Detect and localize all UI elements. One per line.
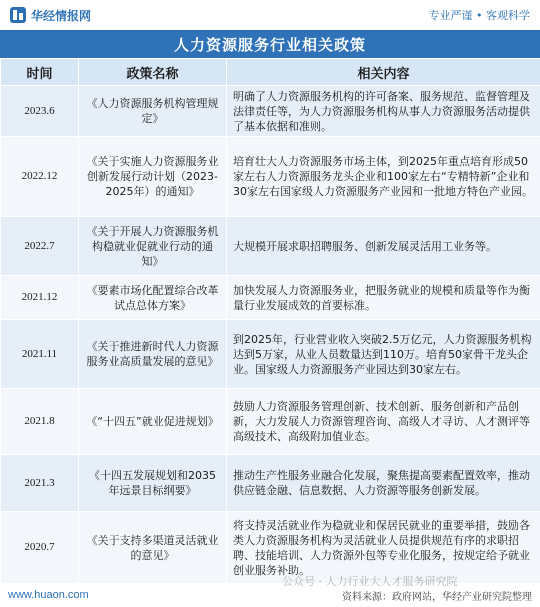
brand-name: 华经情报网	[31, 8, 92, 23]
table-row	[1, 320, 540, 389]
cell-content: 将支持灵活就业作为稳就业和保居民就业的重要举措，鼓励各类人力资源服务机构为灵活就业人员提供规范有序的求职招聘、技能培训、人力资源外包等专业化服务，按规定给予就业创业服务补助。	[227, 512, 540, 584]
column-header-content: 相关内容	[227, 59, 540, 86]
cell-policy-name: 《要素市场化配置综合改革试点总体方案》	[79, 276, 227, 320]
site-url[interactable]: www.huaon.com	[8, 589, 89, 601]
cell-policy-name: 《关于实施人力资源服务业创新发展行动计划（2023-2025年）的通知》	[79, 137, 227, 217]
slogan: 专业严谨 • 客观科学	[428, 9, 530, 22]
cell-time: 2022.7	[1, 217, 79, 276]
cell-policy-name: 《关于开展人力资源服务机构稳就业促就业行动的通知》	[79, 217, 227, 276]
watermark-text: 公众号 · 人力行业大人才服务研究院	[282, 575, 458, 588]
table-row	[1, 86, 540, 137]
table-row	[1, 276, 540, 320]
table-row	[1, 512, 540, 584]
cell-time: 2022.12	[1, 137, 79, 217]
cell-content: 鼓励人力资源服务管理创新、技术创新、服务创新和产品创新，大力发展人力资源管理咨询、高级人才寻访、人才测评等高级技术、高级附加值业态。	[227, 389, 540, 455]
cell-content: 推动生产性服务业融合化发展，聚焦提高要素配置效率，推动供应链金融、信息数据、人力资源等服务创新发展。	[227, 455, 540, 512]
huajing-logo-icon	[10, 7, 26, 23]
cell-policy-name: 《“十四五”就业促进规划》	[79, 389, 227, 455]
cell-content: 加快发展人力资源服务业，把服务就业的规模和质量等作为衡量行业发展成效的首要标准。	[227, 276, 540, 320]
footer	[0, 583, 540, 607]
table-row	[1, 137, 540, 217]
cell-content: 大规模开展求职招聘服务、创新发展灵活用工业务等。	[227, 217, 540, 276]
table-header-row	[1, 59, 540, 86]
page-title: 人力资源服务行业相关政策	[0, 30, 540, 58]
brand[interactable]	[10, 7, 91, 24]
cell-time: 2021.12	[1, 276, 79, 320]
cell-time: 2023.6	[1, 86, 79, 137]
column-header-policy-name: 政策名称	[79, 59, 227, 86]
cell-time: 2021.11	[1, 320, 79, 389]
policy-table	[0, 58, 540, 584]
source-note: 资料来源：政府网站，华经产业研究院整理	[342, 591, 532, 603]
cell-time: 2021.3	[1, 455, 79, 512]
cell-policy-name: 《关于推进新时代人力资源服务业高质量发展的意见》	[79, 320, 227, 389]
cell-content: 明确了人力资源服务机构的许可备案、服务规范、监督管理及法律责任等，为人力资源服务机构从事人力资源服务活动提供了基本依据和准则。	[227, 86, 540, 137]
cell-policy-name: 《关于支持多渠道灵活就业的意见》	[79, 512, 227, 584]
cell-time: 2020.7	[1, 512, 79, 584]
table-row	[1, 455, 540, 512]
cell-policy-name: 《十四五发展规划和2035年远景目标纲要》	[79, 455, 227, 512]
cell-policy-name: 《人力资源服务机构管理规定》	[79, 86, 227, 137]
cell-content: 到2025年，行业营业收入突破2.5万亿元，人力资源服务机构达到5万家，从业人员数量达到110万。培育50家骨干龙头企业。国家级人力资源服务产业园达到30家左右。	[227, 320, 540, 389]
table-row	[1, 217, 540, 276]
top-bar	[0, 0, 540, 30]
cell-content: 培育壮大人力资源服务市场主体，到2025年重点培育形成50家左右人力资源服务龙头企业和100家左右“专精特新”企业和30家左右国家级人力资源服务产业园和一批地方特色产业园。	[227, 137, 540, 217]
column-header-time: 时间	[1, 59, 79, 86]
cell-time: 2021.8	[1, 389, 79, 455]
table-row	[1, 389, 540, 455]
